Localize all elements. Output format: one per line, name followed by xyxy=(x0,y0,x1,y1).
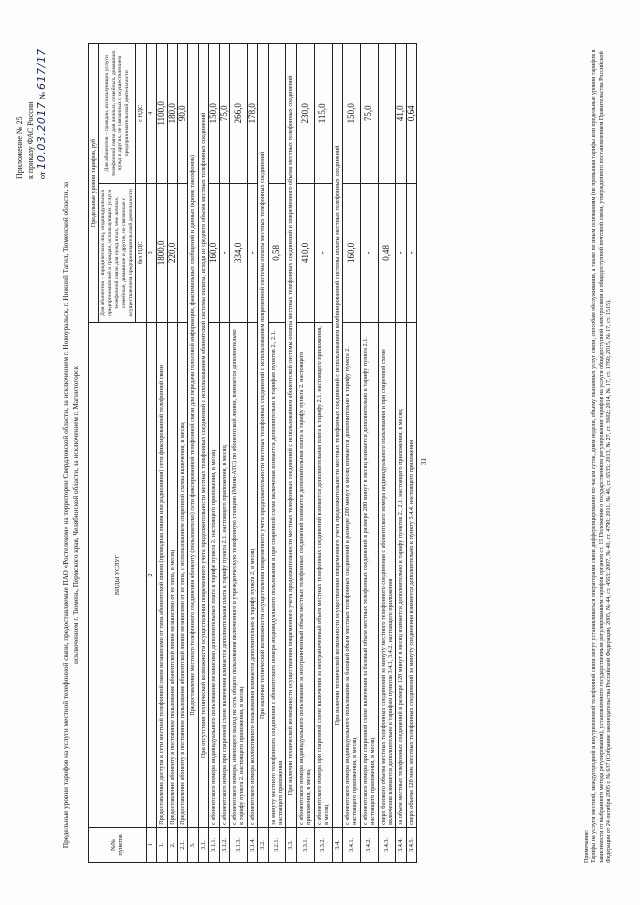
index-cell: 3 xyxy=(146,183,156,323)
table-row xyxy=(209,44,219,863)
row-name: за минуту местного телефонного соединения с абонентского номера индивидуального пользования и при спаренной схеме включения взимается дополнительно к тарифам пунктов 2., 2.1. настоящего приложения xyxy=(268,323,286,828)
row-num: 3.4.4. xyxy=(396,827,406,862)
table-row xyxy=(198,44,208,863)
table-row xyxy=(396,44,406,863)
row-value-a xyxy=(178,183,188,323)
row-value-a: 410,0 xyxy=(296,183,314,323)
header-vat-a: без НДС xyxy=(136,183,146,323)
table-row xyxy=(286,44,296,863)
table-row xyxy=(406,44,416,863)
row-name: Предоставление местного телефонного соединения абоненту (пользователю) сети фиксированной телефонной связи для передачи голосовой информации, факсимильных сообщений и данных (кроме таксофонов) xyxy=(188,44,198,828)
row-name: с абонентского номера индивидуального пользования за неограниченный объем местных телефонных соединений взимается дополнительная плата к тарифу пункта 2. настоящего приложения, в месяц xyxy=(296,323,314,828)
row-name: Предоставление абоненту в постоянное пользование абонентской линии независимо от ее типа, с использованием спаренной схемы включения, в месяц xyxy=(178,323,188,828)
row-name: с абонентского номера индивидуального пользования независимо дополнительных плата в тарифе пункта 2. настоящего приложения, в месяц xyxy=(209,323,219,828)
row-value-b: 180,0 xyxy=(167,44,177,184)
row-name: При наличии технической возможности осуществления повременного учета продолжительности местных телефонных соединений с использованием абонентской системы оплаты местных телефонных соединений и повременного объема местных телефонных соединений xyxy=(286,44,296,828)
row-value-b xyxy=(268,44,286,184)
row-value-a: - xyxy=(314,183,332,323)
table-row xyxy=(157,44,167,863)
row-name: за объем местных телефонных соединений в размере 120 минут в месяц взимается дополнительно к тарифу пунктов 2., 2.1. настоящего приложения, в месяц xyxy=(396,323,406,828)
row-value-b xyxy=(378,44,396,184)
number-prefix: № xyxy=(38,91,47,100)
table-row xyxy=(332,44,342,863)
row-num: 3.4.1. xyxy=(342,827,360,862)
row-value-b: 41,0 xyxy=(396,44,406,184)
table-row xyxy=(230,44,248,863)
row-value-a: 160,0 xyxy=(342,183,360,323)
handwritten-date: 10.03.2017 xyxy=(35,101,48,170)
row-num: 2.1. xyxy=(178,827,188,862)
row-value-a: - xyxy=(219,183,229,323)
row-value-b: 150,0 xyxy=(209,44,219,184)
header-col-b: Для абонентов – граждан, использующих услуги телефонной связи для личных, семейных, домашних нужд и других, не связанных с осуществлением предпринимательской деятельности xyxy=(99,44,136,184)
header-name: ВИДЫ УСЛУГ xyxy=(89,323,147,828)
row-name: с абонентского номера при спаренной схеме включения взимается дополнительная плата к тарифу пункта 2.1. настоящего приложения, в месяц xyxy=(219,323,229,828)
row-num: 3.2.1. xyxy=(268,827,286,862)
row-num: 3.3.1. xyxy=(296,827,314,862)
row-name: При наличии технической возможности осуществления повременного учета продолжительности местных телефонных соединений с использованием повременной системы оплаты местных телефонных соединений xyxy=(258,44,268,828)
row-name: Предоставление доступа к сети местной телефонной связи независимо от типа абонентской линии (проводная линия или радиолиния) сети фиксированной телефонной связи xyxy=(157,323,167,828)
header-col-a: Для абонентов – юридических лиц, индивидуальных предпринимателей и граждан, использующих услуги телефонной связи для нужд иных, чем личные, семейные, домашние и другие, не связанные с осуществлением предпринимательской деятельности xyxy=(99,183,136,323)
table-row xyxy=(378,44,396,863)
row-num: 3.1.4. xyxy=(247,827,257,862)
row-name: с абонентского номера, имеющего выход на сеть общего пользования включенного в учрежденческую телефонную станцию (Мини-АТС) по абонентской линии, взимается дополнительно к тарифу пункта 2. настоящего приложения, в месяц xyxy=(230,323,248,828)
appendix-date-line xyxy=(36,29,48,179)
table-row xyxy=(258,44,268,863)
row-name: При отсутствии технической возможности осуществления повременного учета продолжительности местных телефонных соединений с использованием абонентской системы оплаты, исходя из среднего объема местных телефонных соединений xyxy=(198,44,208,828)
row-value-a: - xyxy=(396,183,406,323)
row-value-a: 160,0 xyxy=(209,183,219,323)
appendix-order-ref: к приказу ФАС России xyxy=(26,101,35,179)
header-num: №№ пунктов xyxy=(89,827,147,862)
row-value-a: - xyxy=(406,183,416,323)
row-num: 2. xyxy=(167,827,177,862)
notes-heading: Примечание: xyxy=(584,829,590,863)
table-row xyxy=(296,44,314,863)
table-row xyxy=(342,44,360,863)
row-num: 3.3.2. xyxy=(314,827,332,862)
row-name: с абонентского номера индивидуального пользования за базовый объем местных телефонных соединений в размере 280 минут в месяц взимается дополнительно к тарифу пункта 2. настоящего приложения, в месяц xyxy=(342,323,360,828)
table-row xyxy=(247,44,257,863)
row-value-a: 1800,0 xyxy=(157,183,167,323)
row-name: с абонентского номера при спаренной схеме включения за неограниченный объем местных телефонных соединений взимается дополнительная плата к тарифу 2.1. настоящего приложения, в месяц xyxy=(314,323,332,828)
row-name: с абонентского номера при спаренной схеме включения за базовый объем местных телефонных соединений в размере 280 минут в месяц взимается дополнительно к тарифу пункта 2.1. настоящего приложения, в месяц xyxy=(360,323,378,828)
row-name: с абонентского номера коллективного пользования взимается дополнительно к тарифу пункта 2, в месяц xyxy=(247,323,257,828)
row-value-b: 266,0 xyxy=(230,44,248,184)
table-row xyxy=(188,44,198,863)
row-num: 3.1.2. xyxy=(219,827,229,862)
table-row xyxy=(178,44,188,863)
row-value-a: 0,58 xyxy=(268,183,286,323)
row-num: 3.4.2. xyxy=(360,827,378,862)
table-row xyxy=(268,44,286,863)
row-num: 3.1.3. xyxy=(230,827,248,862)
table-row xyxy=(219,44,229,863)
table-header-row xyxy=(89,44,99,863)
row-value-b: 0,64 xyxy=(406,44,416,184)
index-cell: 1 xyxy=(146,827,156,862)
header-vat-b: с НДС xyxy=(136,44,146,184)
row-value-a: 0,48 xyxy=(378,183,396,323)
row-value-b: 75,0 xyxy=(219,44,229,184)
table-row xyxy=(314,44,332,863)
row-value-a: - xyxy=(247,183,257,323)
notes-text: Тарифы на услуги местной, междугородной и внутризоновой телефонной связи могут устанавливаться операторами связи дифференцированно по часам суток, дням недели, объему оказанных услуг связи, способам обслуживания, а также по иным основаниям (не превышая тарифы или предельные уровни тарифов в зависимости от выбранного метода регулирования), установленного государственным регулированием тарифов органом ст. 15 Положения о государственном регулировании тарифов на услуги общедоступной электросвязи и общедоступной почтовой связи, утвержденного постановлением Правительства Российской Федерации от 24 октября 2005 г. № 637 (Собрание законодательства Российской Федерации, 2005, № 44, ст. 4563; 2007, № 40, ст. 4790; 2011, № 46, ст. 6535; 2013, № 27, ст. 3602; 2014, № 17, ст. 1760; 2015, № 17, ст. 1515). xyxy=(591,49,613,863)
appendix-number: Приложение № 25 xyxy=(15,116,24,179)
row-value-a: 334,0 xyxy=(230,183,248,323)
row-value-b: 178,0 xyxy=(247,44,257,184)
date-prefix: от xyxy=(38,171,47,179)
row-name: При наличии технической возможности осуществления повременного учета продолжительности местных телефонных соединений с использованием комбинированной системы оплаты местных телефонных соединений xyxy=(332,44,342,828)
row-value-a: - xyxy=(360,183,378,323)
row-value-a: 220,0 xyxy=(167,183,177,323)
table-row xyxy=(360,44,378,863)
table-index-row xyxy=(146,44,156,863)
tariff-table xyxy=(88,43,417,863)
row-value-b: 90,0 xyxy=(178,44,188,184)
table-row xyxy=(167,44,177,863)
row-num: 3.4.5. xyxy=(406,827,416,862)
row-value-b: 230,0 xyxy=(296,44,314,184)
row-value-b: 1100,0 xyxy=(157,44,167,184)
row-name: сверх базового объема местных телефонных соединений за минуту местного телефонного соединения с абонентского номера индивидуального пользования и при спаренной схеме включения взимается дополнительно к тарифам пунктов 3.4.1, 3.4.2. настоящего приложения xyxy=(378,323,396,828)
row-num: 3.3. xyxy=(286,827,296,862)
row-num: 3. xyxy=(188,827,198,862)
row-num: 1. xyxy=(157,827,167,862)
row-value-b: 115,0 xyxy=(314,44,332,184)
header-levels: Предельные уровни тарифов, руб xyxy=(89,44,99,323)
row-value-b: 150,0 xyxy=(342,44,360,184)
rotated-content xyxy=(10,15,630,895)
appendix-block xyxy=(14,29,48,179)
row-name: Предоставление абоненту в постоянное пользование абонентской линии независимо от ее типа, в месяц xyxy=(167,323,177,828)
index-cell: 2 xyxy=(146,323,156,828)
notes-block xyxy=(584,43,614,863)
row-name: сверх объема 120 мин. местных телефонных соединений за минуту соединения взимается дополнительно к пункту 3.4.4. настоящего приложения xyxy=(406,323,416,828)
row-value-b: 75,0 xyxy=(360,44,378,184)
row-num: 3.4. xyxy=(332,827,342,862)
document-title: Предельные уровни тарифов на услуги местной телефонной связи, предоставляемые ПАО «Ростелеком» на территории Свердловской области, за исключением г. Новоуральск, г. Нижний Тагил, Тюменской области, за исключением г. Тюмень, Пермского края, Челябинской области, за исключением г. Магнитогорск xyxy=(62,181,80,849)
row-num: 3.4.3. xyxy=(378,827,396,862)
row-num: 3.1. xyxy=(198,827,208,862)
page-number: 31 xyxy=(420,458,428,465)
row-num: 3.2. xyxy=(258,827,268,862)
handwritten-number: 617/17 xyxy=(35,48,48,90)
row-num: 3.1.1. xyxy=(209,827,219,862)
index-cell: 4 xyxy=(146,44,156,184)
